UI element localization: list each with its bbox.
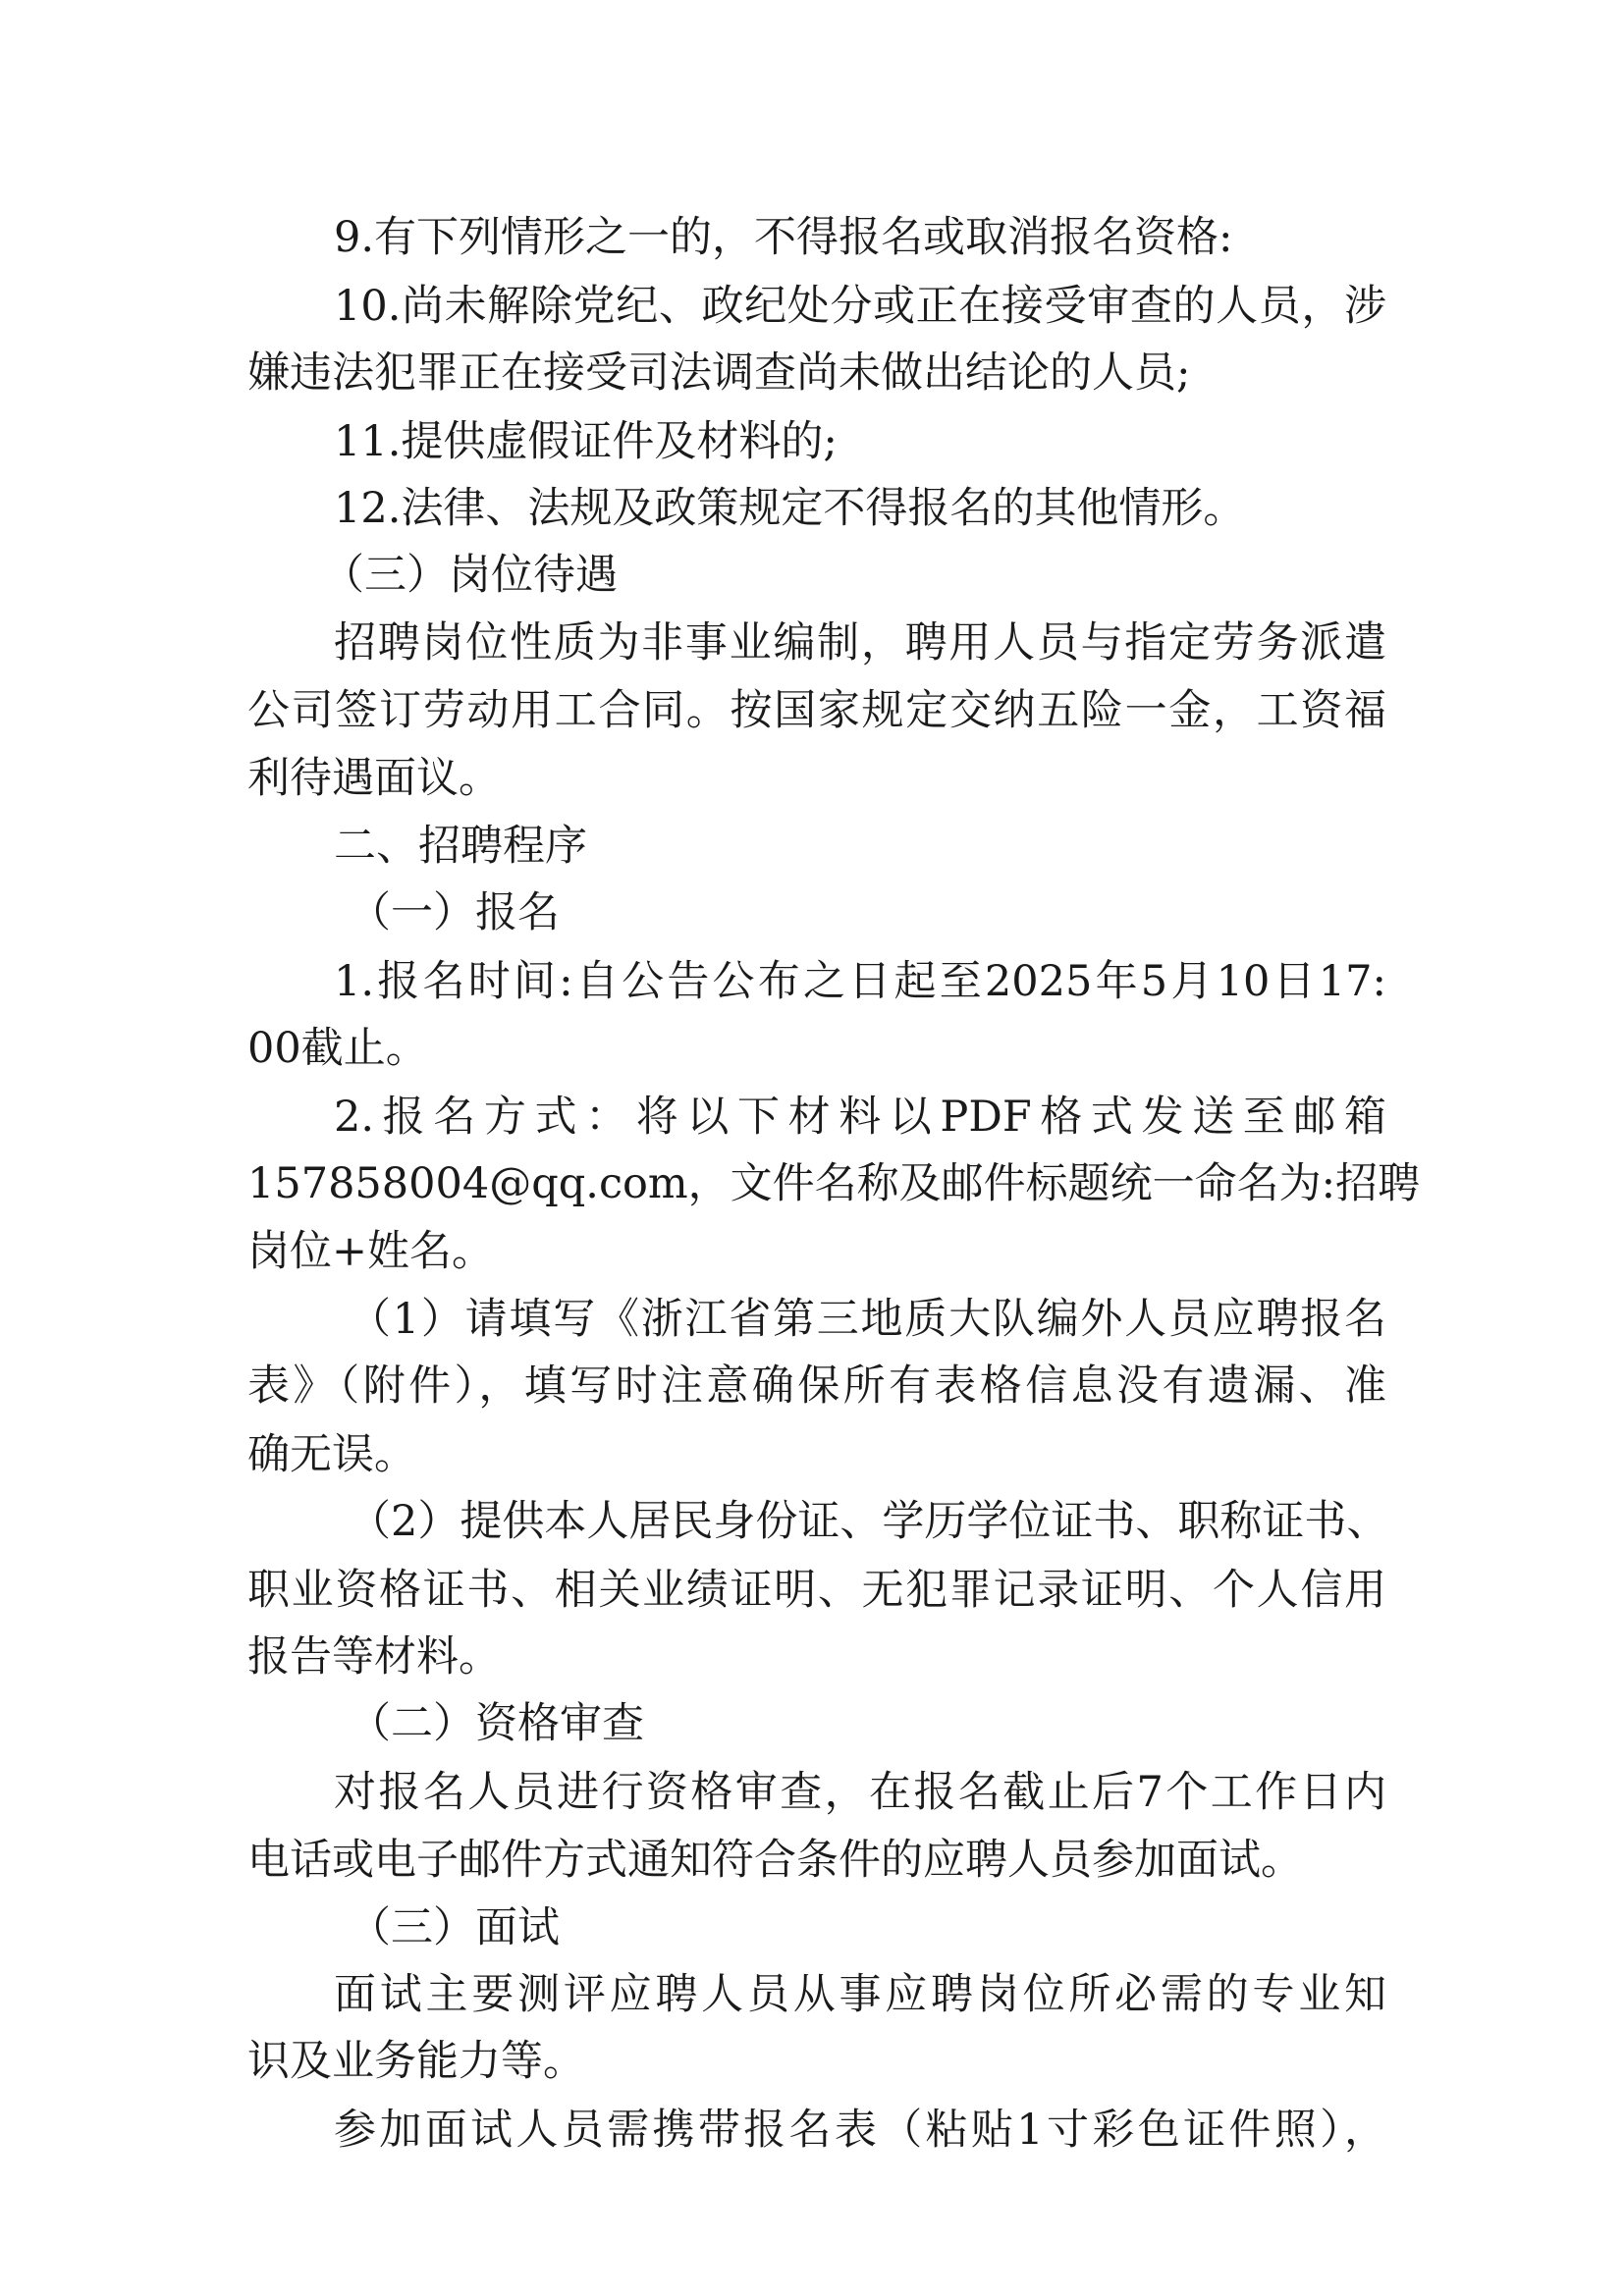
section-heading: （一）报名 — [349, 888, 560, 937]
paragraph-line: 识及业务能力等。 — [247, 2037, 585, 2086]
paragraph-line: 嫌违法犯罪正在接受司法调查尚未做出结论的人员; — [247, 348, 1191, 398]
paragraph-line: 对报名人员进行资格审查，在报名截止后7个工作日内 — [334, 1768, 1386, 1817]
paragraph-line: 招聘岗位性质为非事业编制，聘用人员与指定劳务派遣 — [334, 618, 1386, 667]
paragraph-line: 2.报名方式：将以下材料以PDF格式发送至邮箱 — [334, 1093, 1386, 1142]
paragraph-line: 00截止。 — [247, 1024, 428, 1073]
paragraph-line: 公司签订劳动用工合同。按国家规定交纳五险一金，工资福 — [247, 686, 1386, 735]
section-heading: （二）资格审查 — [349, 1699, 644, 1748]
paragraph-line: （2）提供本人居民身份证、学历学位证书、职称证书、 — [349, 1497, 1389, 1546]
paragraph-line: 电话或电子邮件方式通知符合条件的应聘人员参加面试。 — [247, 1836, 1303, 1885]
paragraph-line: 面试主要测评应聘人员从事应聘岗位所必需的专业知 — [334, 1970, 1386, 2019]
paragraph-line: 利待遇面议。 — [247, 754, 501, 803]
paragraph-line: 参加面试人员需携带报名表（粘贴1寸彩色证件照）， — [334, 2106, 1386, 2155]
paragraph-line: 9.有下列情形之一的，不得报名或取消报名资格: — [334, 213, 1233, 262]
paragraph-line: 12.法律、法规及政策规定不得报名的其他情形。 — [334, 484, 1246, 533]
paragraph-line: （1）请填写《浙江省第三地质大队编外人员应聘报名 — [349, 1295, 1386, 1344]
paragraph-line: 表》（附件），填写时注意确保所有表格信息没有遗漏、准 — [247, 1362, 1386, 1411]
paragraph-line: 157858004@qq.com，文件名称及邮件标题统一命名为:招聘 — [247, 1159, 1421, 1208]
paragraph-line: 岗位+姓名。 — [247, 1227, 495, 1276]
paragraph-line: 报告等材料。 — [247, 1632, 501, 1682]
paragraph-line: 确无误。 — [247, 1430, 416, 1479]
section-heading: （三）岗位待遇 — [322, 551, 618, 600]
paragraph-line: 职业资格证书、相关业绩证明、无犯罪记录证明、个人信用 — [247, 1566, 1386, 1615]
paragraph-line: 10.尚未解除党纪、政纪处分或正在接受审查的人员，涉 — [334, 282, 1386, 331]
section-heading: （三）面试 — [349, 1903, 560, 1952]
paragraph-line: 1.报名时间:自公告公布之日起至2025年5月10日17: — [334, 957, 1386, 1006]
section-heading: 二、招聘程序 — [334, 822, 587, 871]
paragraph-line: 11.提供虚假证件及材料的; — [334, 417, 838, 466]
